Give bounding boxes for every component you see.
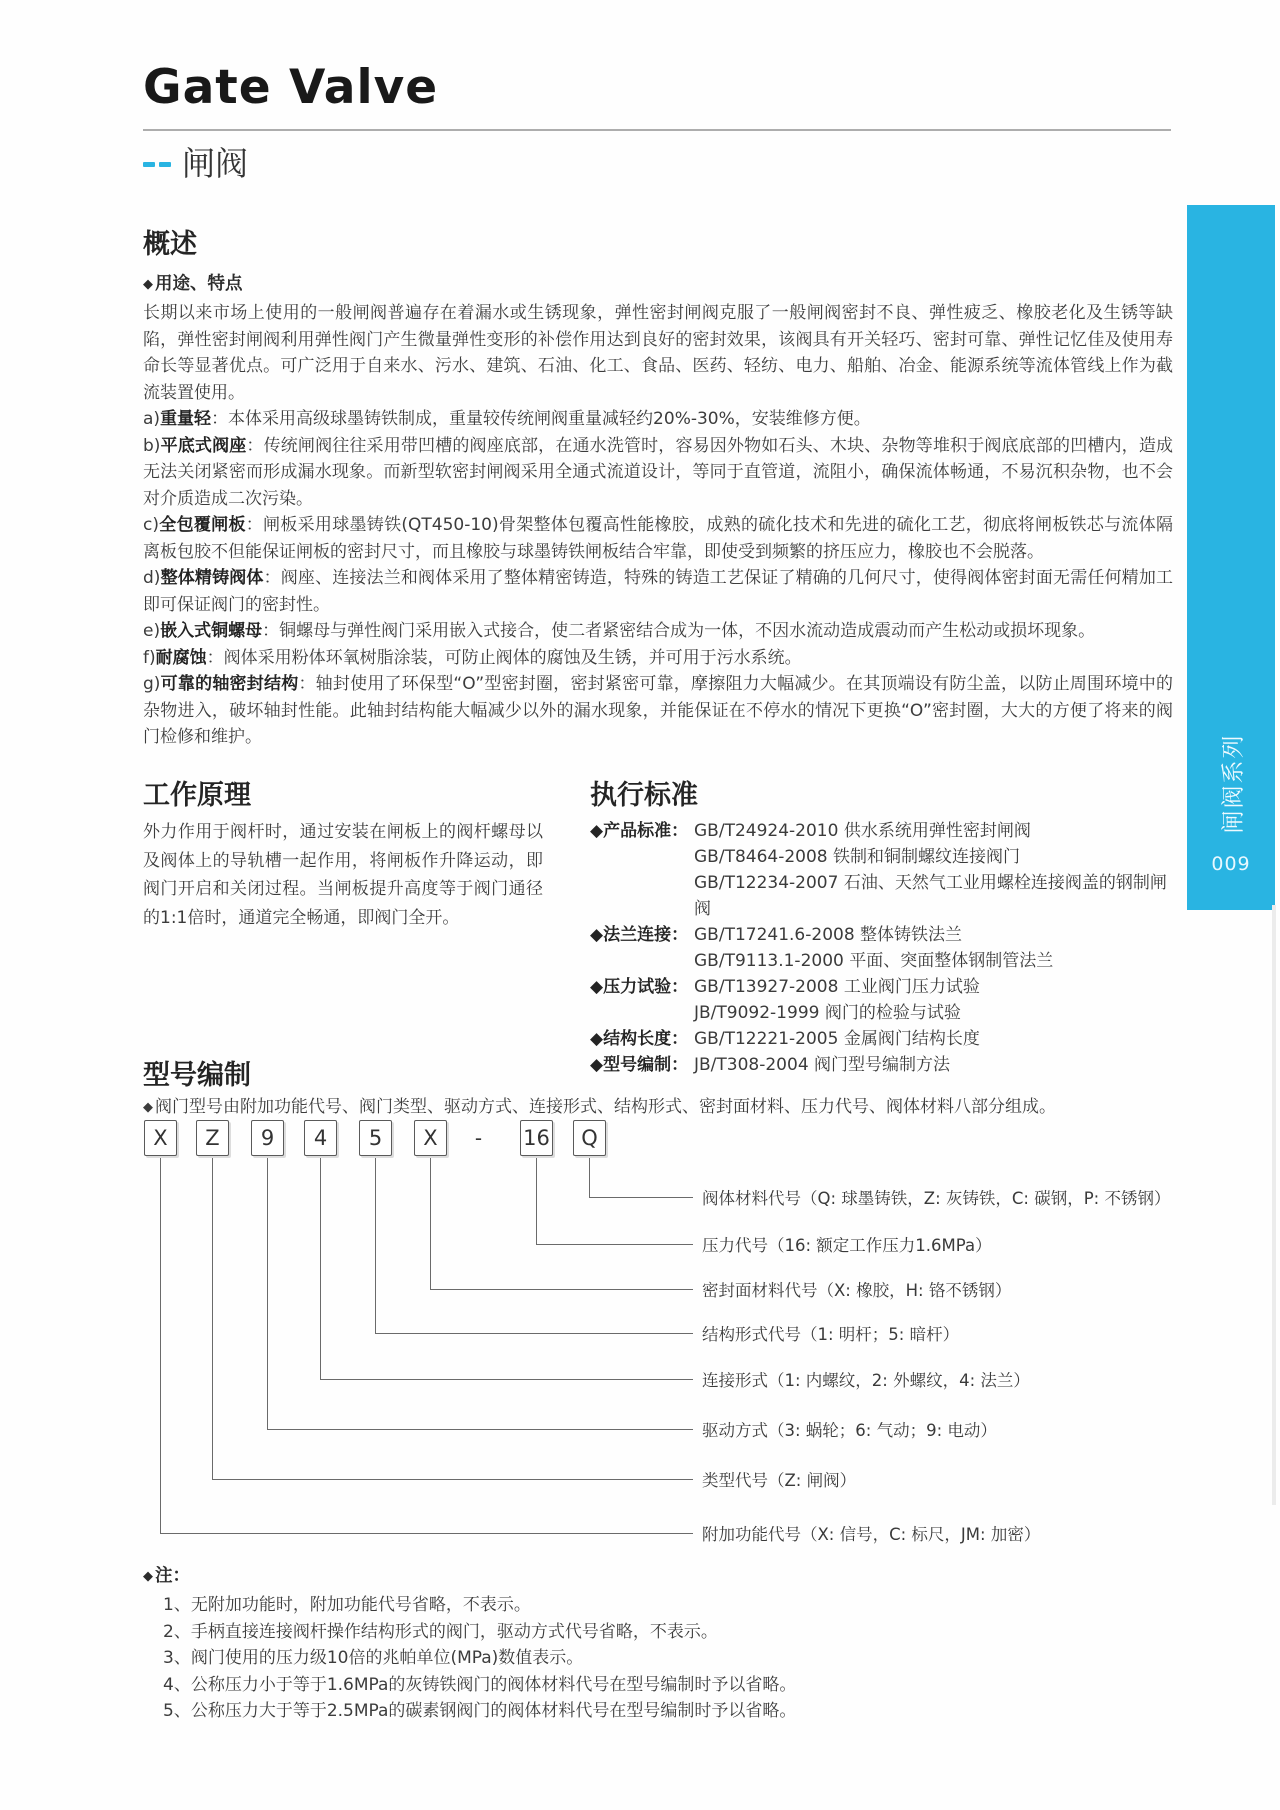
standard-category-label: ◆压力试验： <box>590 977 689 997</box>
standard-code-line: GB/T12234-2007 石油、天然气工业用螺栓连接阀盖的钢制闸阀 <box>694 873 1167 919</box>
standard-code-line: GB/T12221-2005 金属阀门结构长度 <box>694 1029 980 1049</box>
standard-category-label: ◆法兰连接： <box>590 925 689 945</box>
standard-item <box>590 922 1180 974</box>
code-box: Z <box>196 1120 229 1156</box>
standard-item <box>590 818 1180 922</box>
working-principle-heading: 工作原理 <box>143 780 251 811</box>
code-label: 压力代号（16: 额定工作压力1.6MPa） <box>702 1236 992 1255</box>
diamond-bullet-icon: ◆ <box>143 277 153 292</box>
overview-heading: 概述 <box>143 229 197 260</box>
code-box: 4 <box>304 1120 337 1156</box>
standards-list <box>590 818 1180 1078</box>
standard-category-label: ◆型号编制： <box>590 1055 689 1075</box>
note-item: 3、阀门使用的压力级10倍的兆帕单位(MPa)数值表示。 <box>163 1648 584 1668</box>
code-label: 阀体材料代号（Q: 球墨铸铁，Z: 灰铸铁，C: 碳钢，P: 不锈钢） <box>702 1189 1171 1208</box>
note-item: 5、公称压力大于等于2.5MPa的碳素钢阀门的阀体材料代号在型号编制时予以省略。 <box>163 1701 797 1721</box>
code-box: Q <box>573 1120 606 1156</box>
features-list <box>143 406 1173 751</box>
series-tab-label: 闸阀系列 <box>1220 733 1247 833</box>
diamond-bullet-icon: ◆ <box>143 1100 153 1115</box>
diamond-bullet-icon: ◆ <box>143 1569 153 1584</box>
notes-heading: ◆ 注： <box>143 1566 190 1586</box>
standard-code-line: GB/T17241.6-2008 整体铸铁法兰 <box>694 925 963 945</box>
standard-code-line: JB/T9092-1999 阀门的检验与试验 <box>694 1003 961 1023</box>
page-edge-shadow <box>1272 905 1276 1505</box>
feature-item: b)平底式阀座：传统闸阀往往采用带凹槽的阀座底部，在通水洗管时，容易因外物如石头、木块、杂物等堆积于阀底底部的凹槽内，造成无法关闭紧密而形成漏水现象。而新型软密封闸阀采用全通式流道设计，等同于直管道，流阻小，确保流体畅通，不易沉积杂物，也不会对介质造成二次污染。 <box>143 435 1174 509</box>
note-item: 4、公称压力小于等于1.6MPa的灰铸铁阀门的阀体材料代号在型号编制时予以省略。 <box>163 1674 797 1695</box>
model-coding-intro: ◆ 阀门型号由附加功能代号、阀门类型、驱动方式、连接形式、结构形式、密封面材料、压力代号、阀体材料八部分组成。 <box>143 1097 1056 1117</box>
code-box: 5 <box>359 1120 392 1156</box>
code-separator: - <box>474 1126 483 1150</box>
standard-code-line: GB/T24924-2010 供水系统用弹性密封闸阀 <box>694 821 1031 841</box>
code-label: 驱动方式（3: 蜗轮；6: 气动；9: 电动） <box>702 1421 997 1440</box>
overview-intro: 长期以来市场上使用的一般闸阀普遍存在着漏水或生锈现象，弹性密封闸阀克服了一般闸阀密封不良、弹性疲乏、橡胶老化及生锈等缺陷，弹性密封闸阀利用弹性阀门产生微量弹性变形的补偿作用达到良好的密封效果，该阀具有开关轻巧、密封可靠、弹性记忆佳及使用寿命长等显著优点。可广泛用于自来水、污水、建筑、石油、化工、食品、医药、轻纺、电力、船舶、冶金、能源系统等流体管线上作为截流装置使用。 <box>143 303 1173 403</box>
feature-item: g)可靠的轴密封结构：轴封使用了环保型“O”型密封圈，密封紧密可靠，摩擦阻力大幅减少。在其顶端设有防尘盖，以防止周围环境中的杂物进入，破坏轴封性能。此轴封结构能大幅减少以外的漏水现象，并能保证在不停水的情况下更换“O”密封圈，大大的方便了将来的阀门检修和维护。 <box>143 674 1173 747</box>
feature-item: e)嵌入式铜螺母：铜螺母与弹性阀门采用嵌入式接合，使二者紧密结合成为一体，不因水流动造成震动而产生松动或损坏现象。 <box>143 621 1096 641</box>
code-box: 16 <box>520 1120 553 1156</box>
standard-code-line: GB/T8464-2008 铁制和铜制螺纹连接阀门 <box>694 847 1021 867</box>
code-label: 类型代号（Z: 闸阀） <box>702 1471 857 1490</box>
standard-item <box>590 1052 1180 1078</box>
feature-item: a)重量轻：本体采用高级球墨铸铁制成，重量较传统闸阀重量减轻约20%-30%，安装维修方便。 <box>143 409 871 429</box>
standard-code-line: GB/T13927-2008 工业阀门压力试验 <box>694 977 980 997</box>
overview-body <box>143 300 1173 751</box>
standard-category-label: ◆产品标准： <box>590 821 689 841</box>
standard-category-label: ◆结构长度： <box>590 1029 689 1049</box>
model-coding-heading: 型号编制 <box>143 1060 251 1091</box>
standard-item <box>590 1026 1180 1052</box>
standard-code-line: JB/T308-2004 阀门型号编制方法 <box>694 1055 951 1075</box>
page-title-chinese: 闸阀 <box>182 144 248 183</box>
code-box: 9 <box>251 1120 284 1156</box>
note-item: 2、手柄直接连接阀杆操作结构形式的阀门，驱动方式代号省略，不表示。 <box>163 1621 718 1642</box>
standard-code-line: GB/T9113.1-2000 平面、突面整体钢制管法兰 <box>694 951 1054 971</box>
standard-item <box>590 974 1180 1026</box>
overview-subheading: ◆ 用途、特点 <box>143 274 243 294</box>
page-number: 009 <box>1211 853 1251 875</box>
page-title-english: Gate Valve <box>143 60 439 115</box>
code-box: X <box>414 1120 447 1156</box>
series-tab <box>1187 205 1275 910</box>
code-label: 结构形式代号（1: 明杆；5: 暗杆） <box>702 1325 960 1344</box>
note-item: 1、无附加功能时，附加功能代号省略，不表示。 <box>163 1595 531 1615</box>
page-title-chinese-row <box>143 138 248 185</box>
feature-item: c)全包覆闸板：闸板采用球墨铸铁(QT450-10)骨架整体包覆高性能橡胶，成熟的硫化技术和先进的硫化工艺，彻底将闸板铁芯与流体隔离板包胶不但能保证闸板的密封尺寸，而且橡胶与球墨铸铁闸板结合牢靠，即使受到频繁的挤压应力，橡胶也不会脱落。 <box>143 515 1174 562</box>
standards-heading: 执行标准 <box>590 780 698 811</box>
working-principle-text: 外力作用于阀杆时，通过安装在闸板上的阀杆螺母以及阀体上的导轨槽一起作用，将闸板作升降运动，即阀门开启和关闭过程。当闸板提升高度等于阀门通径的1:1倍时，通道完全畅通，即阀门全开。 <box>143 822 543 928</box>
title-divider <box>143 129 1171 131</box>
code-label: 连接形式（1: 内螺纹，2: 外螺纹，4: 法兰） <box>702 1371 1030 1390</box>
feature-item: d)整体精铸阀体：阀座、连接法兰和阀体采用了整体精密铸造，特殊的铸造工艺保证了精确的几何尺寸，使得阀体密封面无需任何精加工即可保证阀门的密封性。 <box>143 568 1174 615</box>
notes-list <box>163 1592 796 1725</box>
code-connector-line <box>160 1158 693 1534</box>
code-label: 附加功能代号（X: 信号，C: 标尺，JM: 加密） <box>702 1525 1041 1544</box>
series-tab-label-wrap <box>1187 733 1275 833</box>
feature-item: f)耐腐蚀：阀体采用粉体环氧树脂涂装，可防止阀体的腐蚀及生锈，并可用于污水系统。 <box>143 647 802 668</box>
code-box: X <box>144 1120 177 1156</box>
code-label: 密封面材料代号（X: 橡胶，H: 铬不锈钢） <box>702 1281 1012 1300</box>
accent-dashes-icon <box>143 162 171 167</box>
